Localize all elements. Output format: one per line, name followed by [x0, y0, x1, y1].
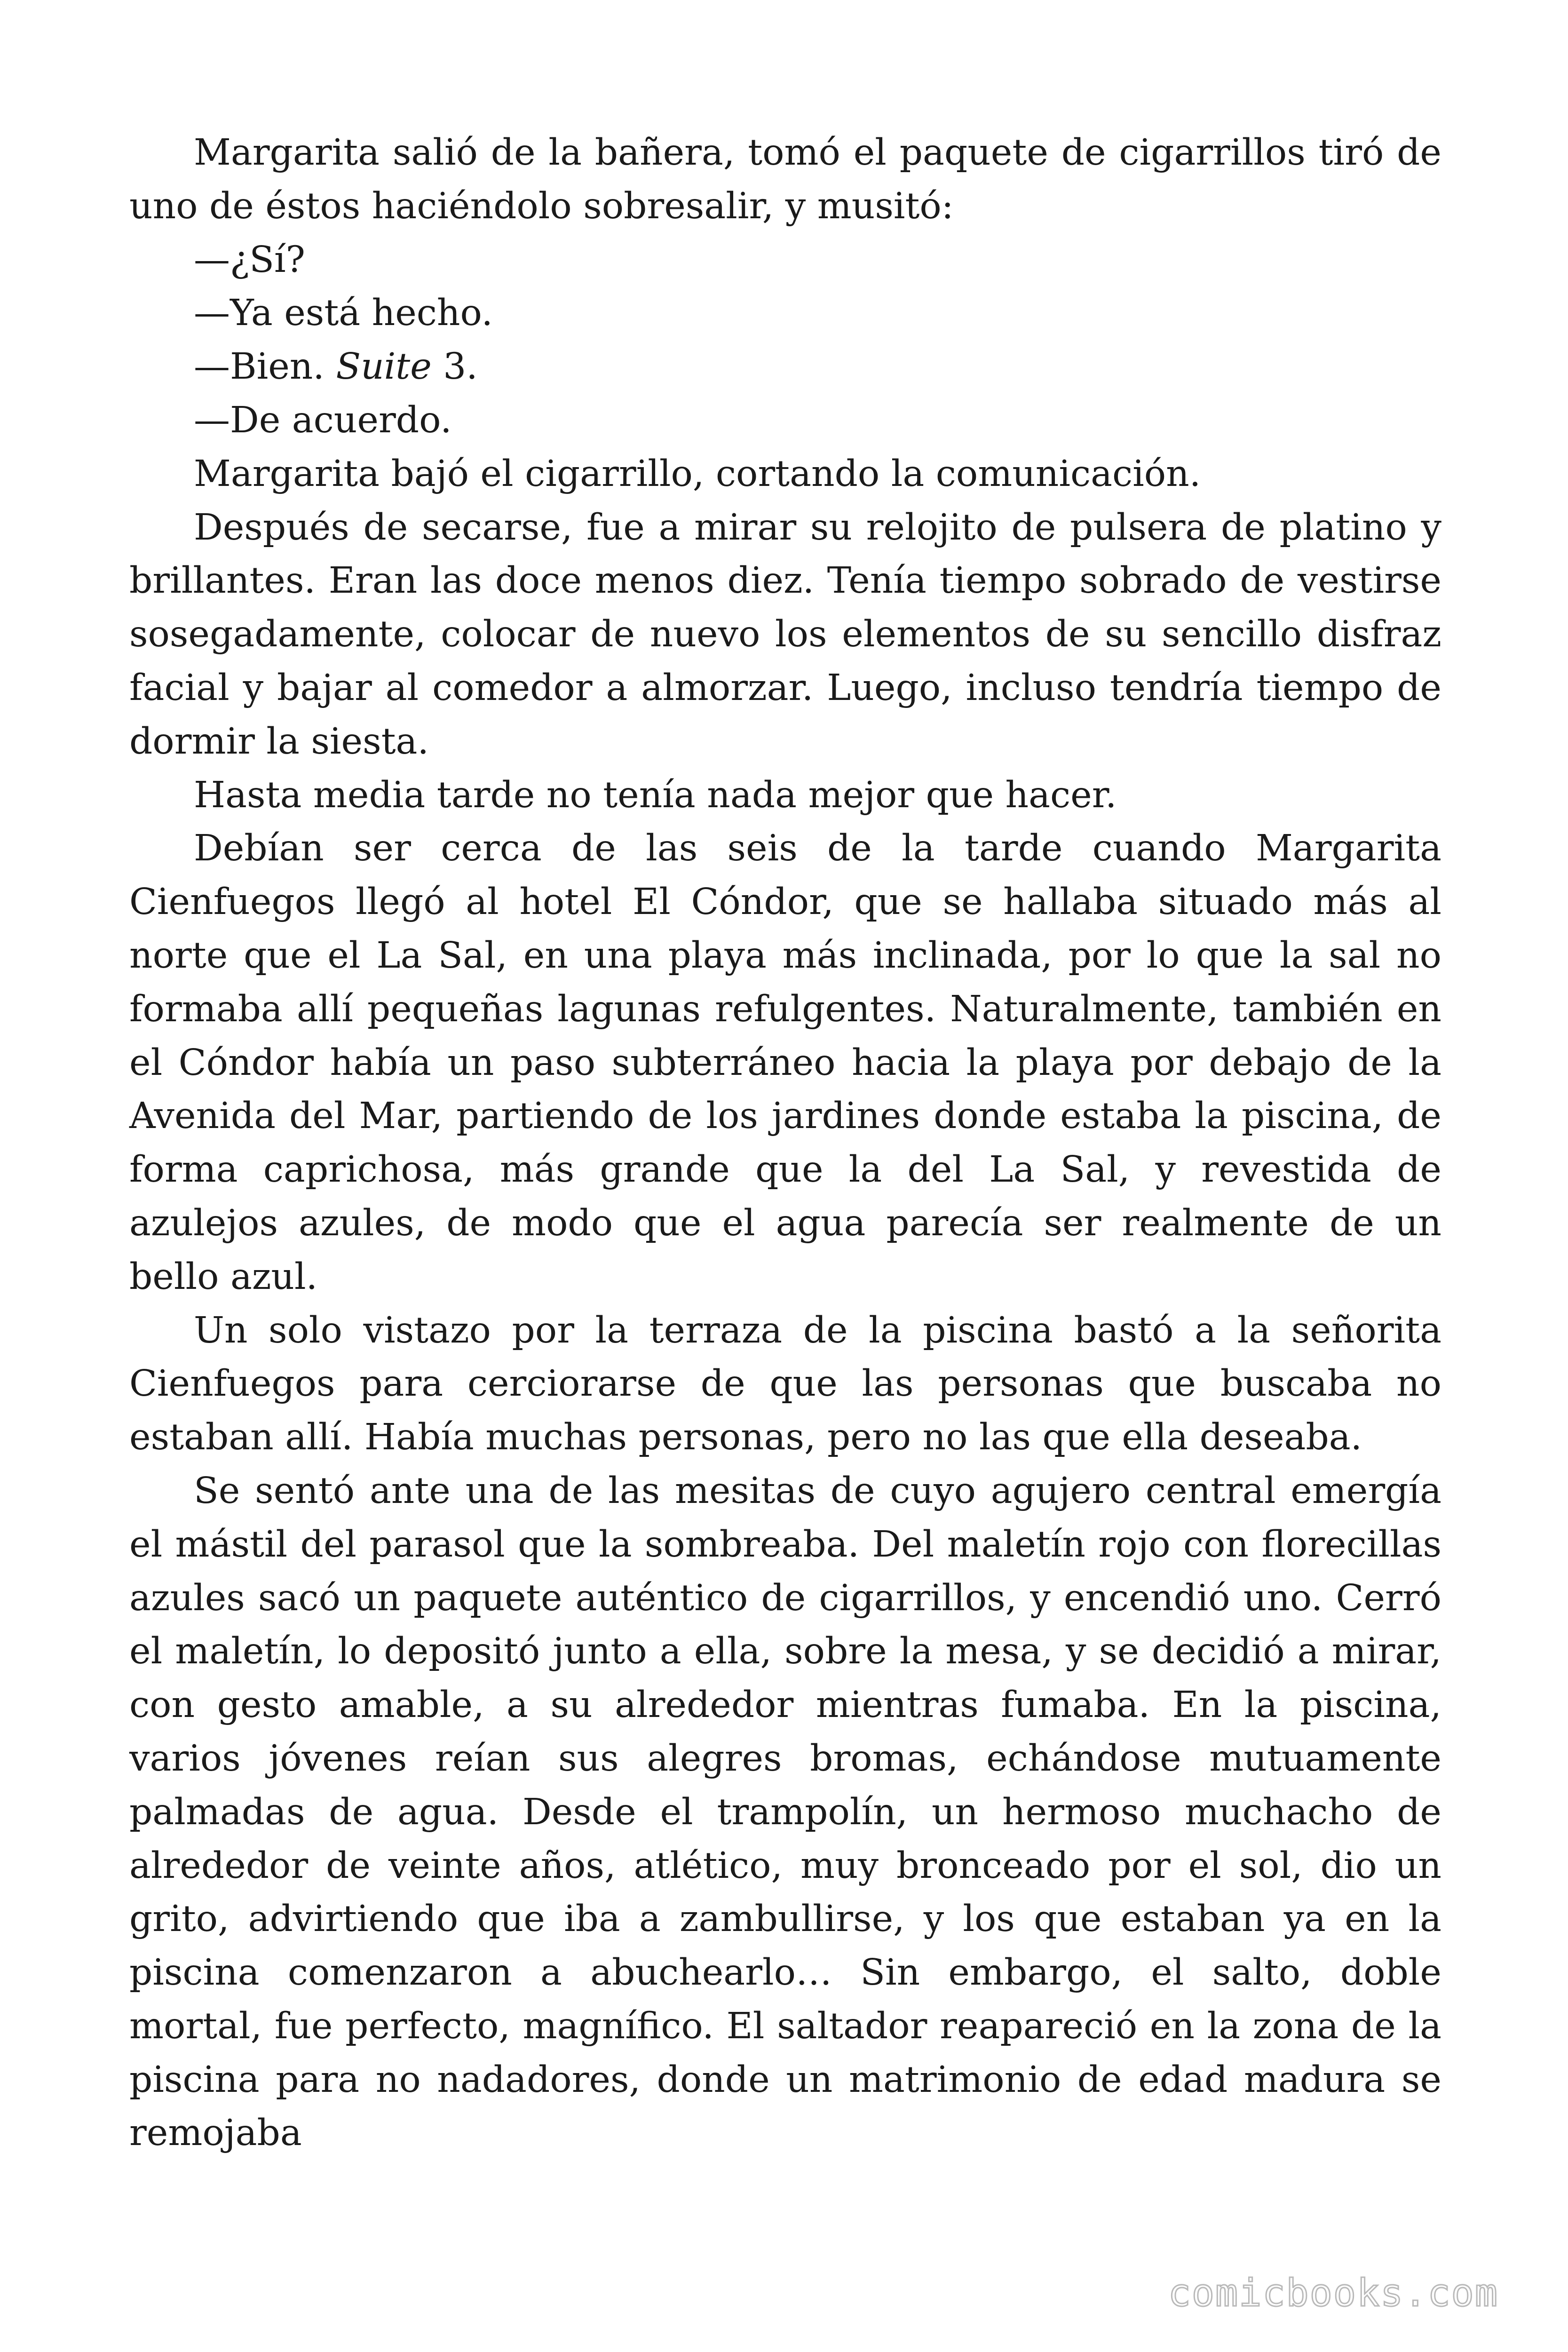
dialogue-line: —¿Sí?: [194, 238, 305, 281]
paragraph: Margarita salió de la bañera, tomó el paquete de cigarrillos tiró de uno de éstos haciéndolo sobresalir, y musitó:: [129, 132, 1441, 227]
paragraph: Debían ser cerca de las seis de la tarde cuando Margarita Cienfuegos llegó al hotel El Cóndor, que se hallaba situado más al norte que el La Sal, en una playa más inclinada, por lo que la sal no formaba allí pequeñas lagunas refulgentes. Naturalmente, también en el Cóndor había un paso subterráneo hacia la playa por debajo de la Avenida del Mar, partiendo de los jardines donde estaba la piscina, de forma caprichosa, más grande que la del La Sal, y revestida de azulejos azules, de modo que el agua parecía ser realmente de un bello azul.: [129, 827, 1441, 1298]
paragraph: Después de secarse, fue a mirar su relojito de pulsera de platino y brillantes. Eran las doce menos diez. Tenía tiempo sobrado de vestirse sosegadamente, colocar de nuevo los elementos de su sencillo disfraz facial y bajar al comedor a almorzar. Luego, incluso tendría tiempo de dormir la siesta.: [129, 506, 1441, 763]
paragraph: Se sentó ante una de las mesitas de cuyo agujero central emergía el mástil del parasol que la sombreaba. Del maletín rojo con florecillas azules sacó un paquete auténtico de cigarrillos, y encendió uno. Cerró el maletín, lo depositó junto a ella, sobre la mesa, y se decidió a mirar, con gesto amable, a su alrededor mientras fumaba. En la piscina, varios jóvenes reían sus alegres bromas, echándose mutuamente palmadas de agua. Desde el trampolín, un hermoso muchacho de alrededor de veinte años, atlético, muy bronceado por el sol, dio un grito, advirtiendo que iba a zambullirse, y los que estaban ya en la piscina comenzaron a abuchearlo… Sin embargo, el salto, doble mortal, fue perfecto, magnífico. El saltador reapareció en la zona de la piscina para no nadadores, donde un matrimonio de edad madura se remojaba: [129, 1470, 1441, 2154]
dialogue-line: —Ya está hecho.: [194, 292, 493, 334]
paragraph: Hasta media tarde no tenía nada mejor que hacer.: [194, 774, 1117, 816]
body-text: [129, 126, 1441, 2160]
dialogue-text: —Bien.: [194, 346, 336, 388]
dialogue-line: —De acuerdo.: [194, 399, 452, 441]
watermark-logo: comicbooks.com: [1168, 2271, 1498, 2315]
paragraph: Un solo vistazo por la terraza de la piscina bastó a la señorita Cienfuegos para cerciorarse de que las personas que buscaba no estaban allí. Había muchas personas, pero no las que ella deseaba.: [129, 1309, 1441, 1459]
dialogue-text: 3.: [431, 346, 478, 388]
italic-word: Suite: [336, 346, 432, 388]
dialogue-line: [129, 340, 1441, 394]
paragraph: Margarita bajó el cigarrillo, cortando la comunicación.: [194, 453, 1201, 495]
